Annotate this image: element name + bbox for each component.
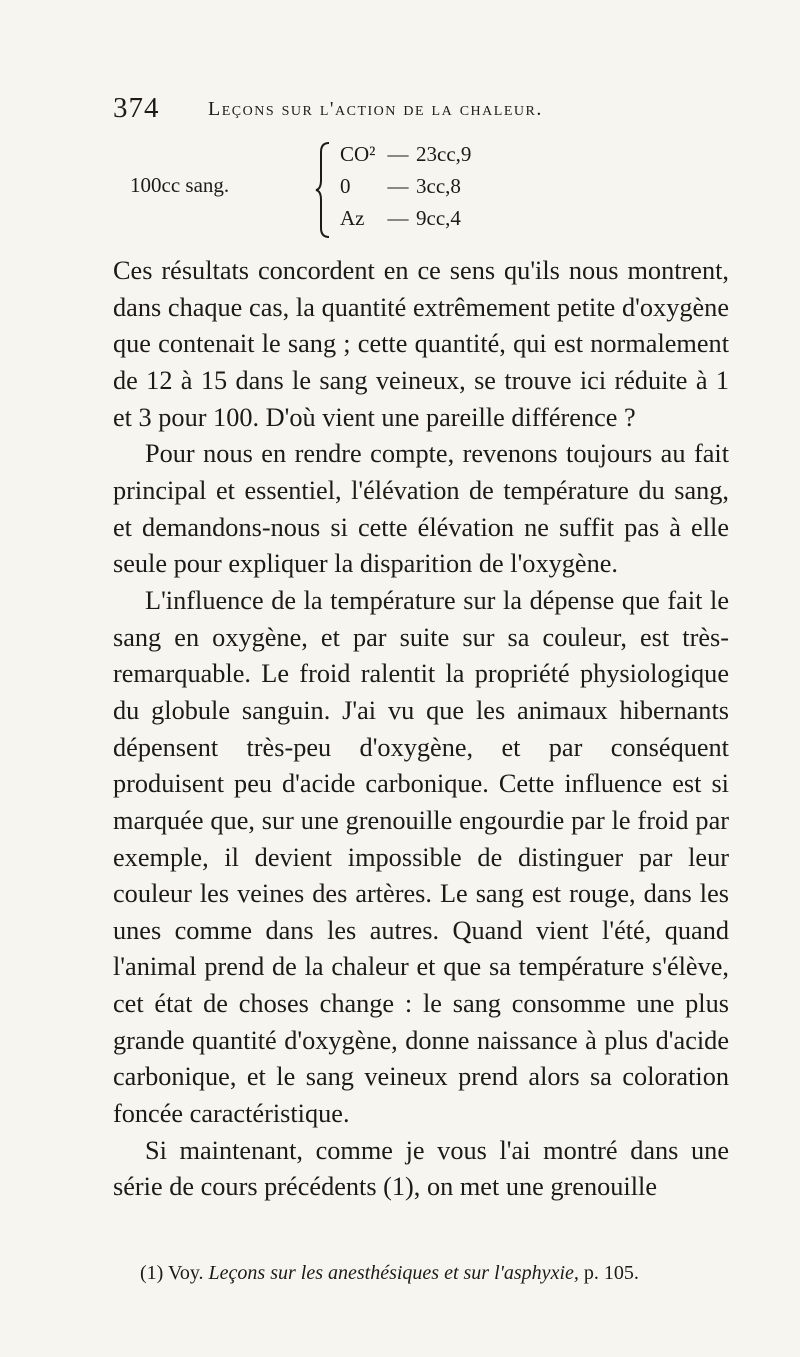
- gas-amount: 9cc,4: [416, 206, 461, 230]
- blood-gas-table: [130, 140, 550, 240]
- footnote-marker: (1) Voy.: [140, 1262, 204, 1284]
- sample-label: 100cc sang.: [130, 173, 230, 197]
- running-head: Leçons sur l'action de la chaleur.: [208, 98, 543, 120]
- dash: —: [387, 174, 409, 198]
- table-row: [340, 174, 461, 199]
- page-header: [113, 92, 723, 132]
- left-brace-icon: [314, 140, 332, 240]
- gas-name: Az: [340, 206, 365, 230]
- gas-name: 0: [340, 174, 351, 198]
- dash: —: [387, 142, 409, 166]
- paragraph: Ces résultats concordent en ce sens qu'ils nous montrent, dans chaque cas, la quantité extrêmement petite d'oxygène que contenait le sang ; cette quantité, qui est normalement de 12 à 15 dans le sang veineux, se trouve ici réduite à 1 et 3 pour 100. D'où vient une pareille différence ?: [113, 256, 729, 432]
- page-number: 374: [113, 92, 160, 124]
- paragraph: Si maintenant, comme je vous l'ai montré dans une série de cours précédents (1), on met une grenouille: [113, 1135, 729, 1202]
- footnote: [140, 1262, 740, 1285]
- paragraph: L'influence de la température sur la dépense que fait le sang en oxygène, et par suite sur sa couleur, est très-remarquable. Le froid ralentit la propriété physiologique du globule sanguin. J'ai vu que les animaux hibernants dépensent très-peu d'oxygène, et par conséquent produisent peu d'acide carbonique. Cette influence est si marquée que, sur une grenouille engourdie par le froid par exemple, il devient impossible de distinguer par leur couleur les veines des artères. Le sang est rouge, dans les unes comme dans les autres. Quand vient l'été, quand l'animal prend de la chaleur et que sa température s'élève, cet état de choses change : le sang consomme une plus grande quantité d'oxygène, donne naissance à plus d'acide carbonique, et le sang veineux prend alors sa coloration foncée caractéristique.: [113, 585, 729, 1129]
- footnote-page: p. 105.: [583, 1262, 639, 1284]
- gas-name: CO²: [340, 142, 376, 166]
- gas-amount: 3cc,8: [416, 174, 461, 198]
- gas-amount: 23cc,9: [416, 142, 472, 166]
- footnote-title: Leçons sur les anesthésiques et sur l'asphyxie,: [208, 1262, 579, 1284]
- table-row: [340, 142, 471, 167]
- table-row: [340, 206, 461, 231]
- body-text: [113, 253, 729, 1206]
- dash: —: [387, 206, 409, 230]
- paragraph: Pour nous en rendre compte, revenons toujours au fait principal et essentiel, l'élévation de température du sang, et demandons-nous si cette élévation ne suffit pas à elle seule pour expliquer la disparition de l'oxygène.: [113, 439, 729, 579]
